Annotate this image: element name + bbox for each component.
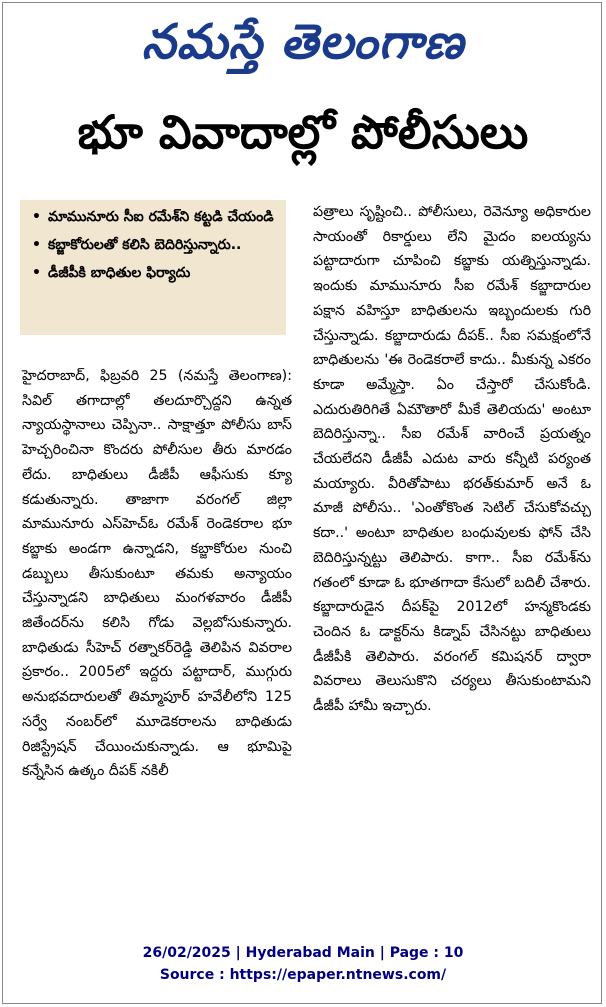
highlights-list <box>20 200 286 284</box>
highlight-item: • కబ్జాకోరులతో కలిసి బెదిరిస్తున్నారు.. <box>32 234 278 256</box>
highlight-item: • మామునూరు సీఐ రమేశ్‌ని కట్టడి చేయండి <box>32 206 278 228</box>
article-column-right <box>313 200 591 719</box>
footer-source: Source : https://epaper.ntnews.com/ <box>159 967 447 983</box>
footer-date-edition: 26/02/2025 | Hyderabad Main | Page : 10 <box>142 945 464 961</box>
article-body-right: పత్రాలు సృష్టించి.. పోలీసులు, రెవెన్యూ అధికారుల సాయంతో రికార్డులు లేని మైదం ఐలయ్యను పట్టాదారుగా చూపించి కబ్జాకు యత్నిస్తున్నాడు. ఇందుకు మామునూరు సీఐ రమేశ్ కబ్జాదారుల పక్షాన వహిస్తూ బాధితులను ఇబ్బందులకు గురి చేస్తున్నాడు. కబ్జాదారుడు దీపక్.. సీఐ సమక్షంలోనే బాధితులను 'ఈ రెండెకరాలే కాదు.. మీకున్న ఎకరం కూడా అమ్మేస్తా. ఏం చేస్తారో చేసుకోండి. ఎదురుతిరిగితే ఏమౌతారో మీకే తెలియదు' అంటూ బెదిరిస్తున్నా.. సీఐ రమేశ్ వారించే ప్రయత్నం చేయలేదని డీజీపీ ఎదుట వారు కన్నీటి పర్యంత మయ్యారు. వీరితోపాటు భరత్‌కుమార్ అనే ఓ మాజీ పోలీసు.. 'ఎంతోకొంత సెటిల్ చేసుకోవచ్చు కదా..' అంటూ బాధితుల బంధువులకు ఫోన్ చేసి బెదిరిస్తున్నట్టు తెలిపారు. కాగా.. సీఐ రమేశ్‌ను గతంలో కూడా ఓ భూతగాదా కేసులో బదిలీ చేశారు. కబ్జాదారుడైన దీపక్‌పై 2012లో హన్మకొండకు చెందిన ఓ డాక్టర్‌ను కిడ్నాప్ చేసినట్టు బాధితులు డీజీపీకి తెలిపారు. వరంగల్ కమిషనర్ ద్వారా వివరాలు తెలుసుకొని చర్యలు తీసుకుంటామని డీజీపీ హామీ ఇచ్చారు. <box>313 204 591 715</box>
footer <box>0 942 606 986</box>
article-column-left <box>22 364 292 784</box>
article-headline: భూ వివాదాల్లో పోలీసులు <box>77 105 529 159</box>
highlight-item: • డీజీపీకి బాధితుల ఫిర్యాదు <box>32 262 278 284</box>
highlights-box <box>20 200 286 335</box>
article-body-left: హైదరాబాద్, ఫిబ్రవరి 25 (నమస్తే తెలంగాణ): సివిల్ తగాదాల్లో తలదూర్చొద్దని ఉన్నత న్యాయస్థానాలు చెప్పినా.. సాక్షాత్తూ పోలీసు బాస్ హెచ్చరించినా కొందరు పోలీసుల తీరు మారడం లేదు. బాధితులు డీజీపీ ఆఫీసుకు క్యూ కడుతున్నారు. తాజాగా వరంగల్ జిల్లా మామునూరు ఎస్‌హెచ్‌ఓ రమేశ్ రెండెకరాల భూ కబ్జాకు అండగా ఉన్నాడని, కబ్జాకోరుల నుంచి డబ్బులు తీసుకుంటూ తమకు అన్యాయం చేస్తున్నాడని బాధితులు మంగళవారం డీజీపీ జితేందర్‌ను కలిసి గోడు వెల్లబోసుకున్నారు. బాధితుడు సీహెచ్ రత్నాకర్‌రెడ్డి తెలిపిన వివరాల ప్రకారం.. 2005లో ఇద్దరు పట్టాదార్, ముగ్గురు అనుభవదారులతో తిమ్మాపూర్ హవేలీలోని 125 సర్వే నంబర్‌లో మూడెకరాలను బాధితుడు రిజిస్ట్రేషన్ చేయించుకున్నాడు. ఆ భూమిపై కన్నేసిన ఉత్కం దీపక్ నకిలీ <box>22 368 292 780</box>
newspaper-masthead: నమస్తే తెలంగాణ <box>141 14 465 70</box>
